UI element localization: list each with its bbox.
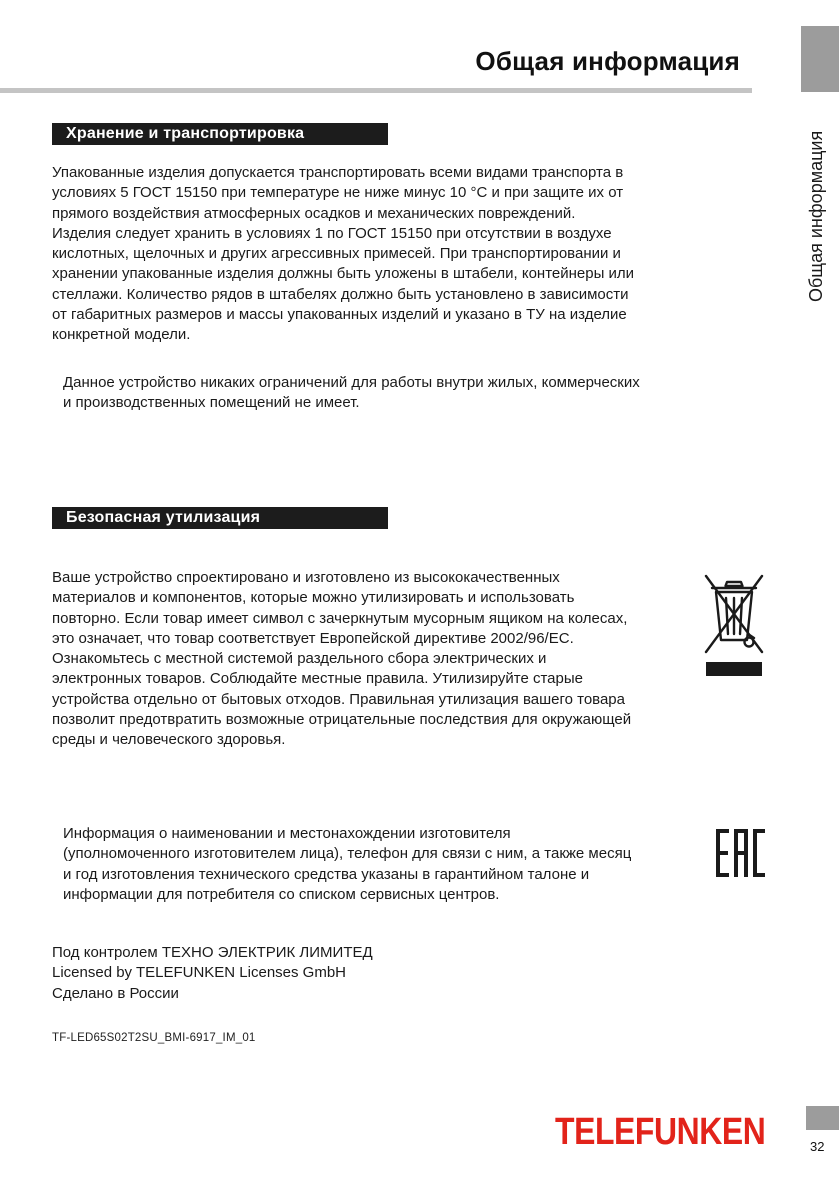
text-line: (уполномоченного изготовителем лица), телефон для связи с ним, а также месяц [63, 845, 632, 863]
text-line: конкретной модели. [52, 326, 191, 344]
section-heading-storage: Хранение и транспортировка [52, 123, 388, 145]
storage-paragraph [52, 163, 634, 346]
text-line: условиях 5 ГОСТ 15150 при температуре не ниже минус 10 °С и при защите их от [52, 184, 624, 202]
disposal-paragraph [52, 568, 631, 751]
text-line: и год изготовления технического средства указаны в гарантийном талоне и [63, 865, 590, 883]
restrictions-paragraph [63, 373, 640, 414]
text-line: устройства отдельно от бытовых отходов. Правильная утилизация вашего товара [52, 690, 625, 708]
weee-crossed-bin-icon [702, 574, 766, 678]
text-line: повторно. Если товар имеет символ с зачеркнутым мусорным ящиком на колесах, [52, 609, 628, 627]
text-line: Изделия следует хранить в условиях 1 по ГОСТ 15150 при отсутствии в воздухе [52, 224, 612, 242]
page-number: 32 [810, 1139, 825, 1154]
side-tab-label: Общая информация [806, 130, 826, 302]
document-code: TF-LED65S02T2SU_BMI-6917_IM_01 [52, 1032, 256, 1044]
text-line: Сделано в России [52, 984, 179, 1002]
text-line: Ваше устройство спроектировано и изготовлено из высококачественных [52, 569, 560, 586]
text-line: хранении упакованные изделия должны быть уложены в штабели, контейнеры или [52, 265, 635, 283]
page-tab-marker [806, 1106, 839, 1130]
page-title: Общая информация [475, 46, 740, 76]
text-line: Под контролем ТЕХНО ЭЛЕКТРИК ЛИМИТЕД [52, 944, 373, 961]
text-line: и производственных помещений не имеет. [63, 394, 360, 412]
text-line: материалов и компонентов, которые можно утилизировать и использовать [52, 589, 575, 607]
credits-block [52, 943, 373, 1004]
text-line: информации для потребителя со списком сервисных центров. [63, 885, 500, 903]
text-line: Ознакомьтесь с местной системой раздельного сбора электрических и [52, 650, 547, 668]
text-line: Licensed by TELEFUNKEN Licenses GmbH [52, 964, 347, 982]
text-line: стеллажи. Количество рядов в штабелях должно быть установлено в зависимости [52, 285, 629, 303]
text-line: от габаритных размеров и массы упакованных изделий и указано в ТУ на изделие [52, 306, 627, 324]
manufacturer-paragraph [63, 824, 631, 905]
title-divider [0, 88, 752, 93]
telefunken-logo: TELEFUNKEN [555, 1111, 766, 1153]
text-line: кислотных, щелочных и других агрессивных примесей. При транспортировании и [52, 245, 621, 263]
text-line: прямого воздействия атмосферных осадков и механических повреждений. [52, 204, 576, 222]
text-line: позволит предотвратить возможные отрицательные последствия для окружающей [52, 711, 632, 729]
text-line: Информация о наименовании и местонахождении изготовителя [63, 825, 511, 842]
text-line: Упакованные изделия допускается транспортировать всеми видами транспорта в [52, 164, 624, 181]
eac-mark-icon [716, 827, 766, 879]
text-line: электронных товаров. Соблюдайте местные правила. Утилизируйте старые [52, 670, 583, 688]
text-line: это означает, что товар соответствует Европейской директиве 2002/96/EC. [52, 629, 574, 647]
text-line: Данное устройство никаких ограничений для работы внутри жилых, коммерческих [63, 374, 640, 391]
text-line: среды и человеческого здоровья. [52, 731, 286, 749]
section-heading-disposal: Безопасная утилизация [52, 507, 388, 529]
